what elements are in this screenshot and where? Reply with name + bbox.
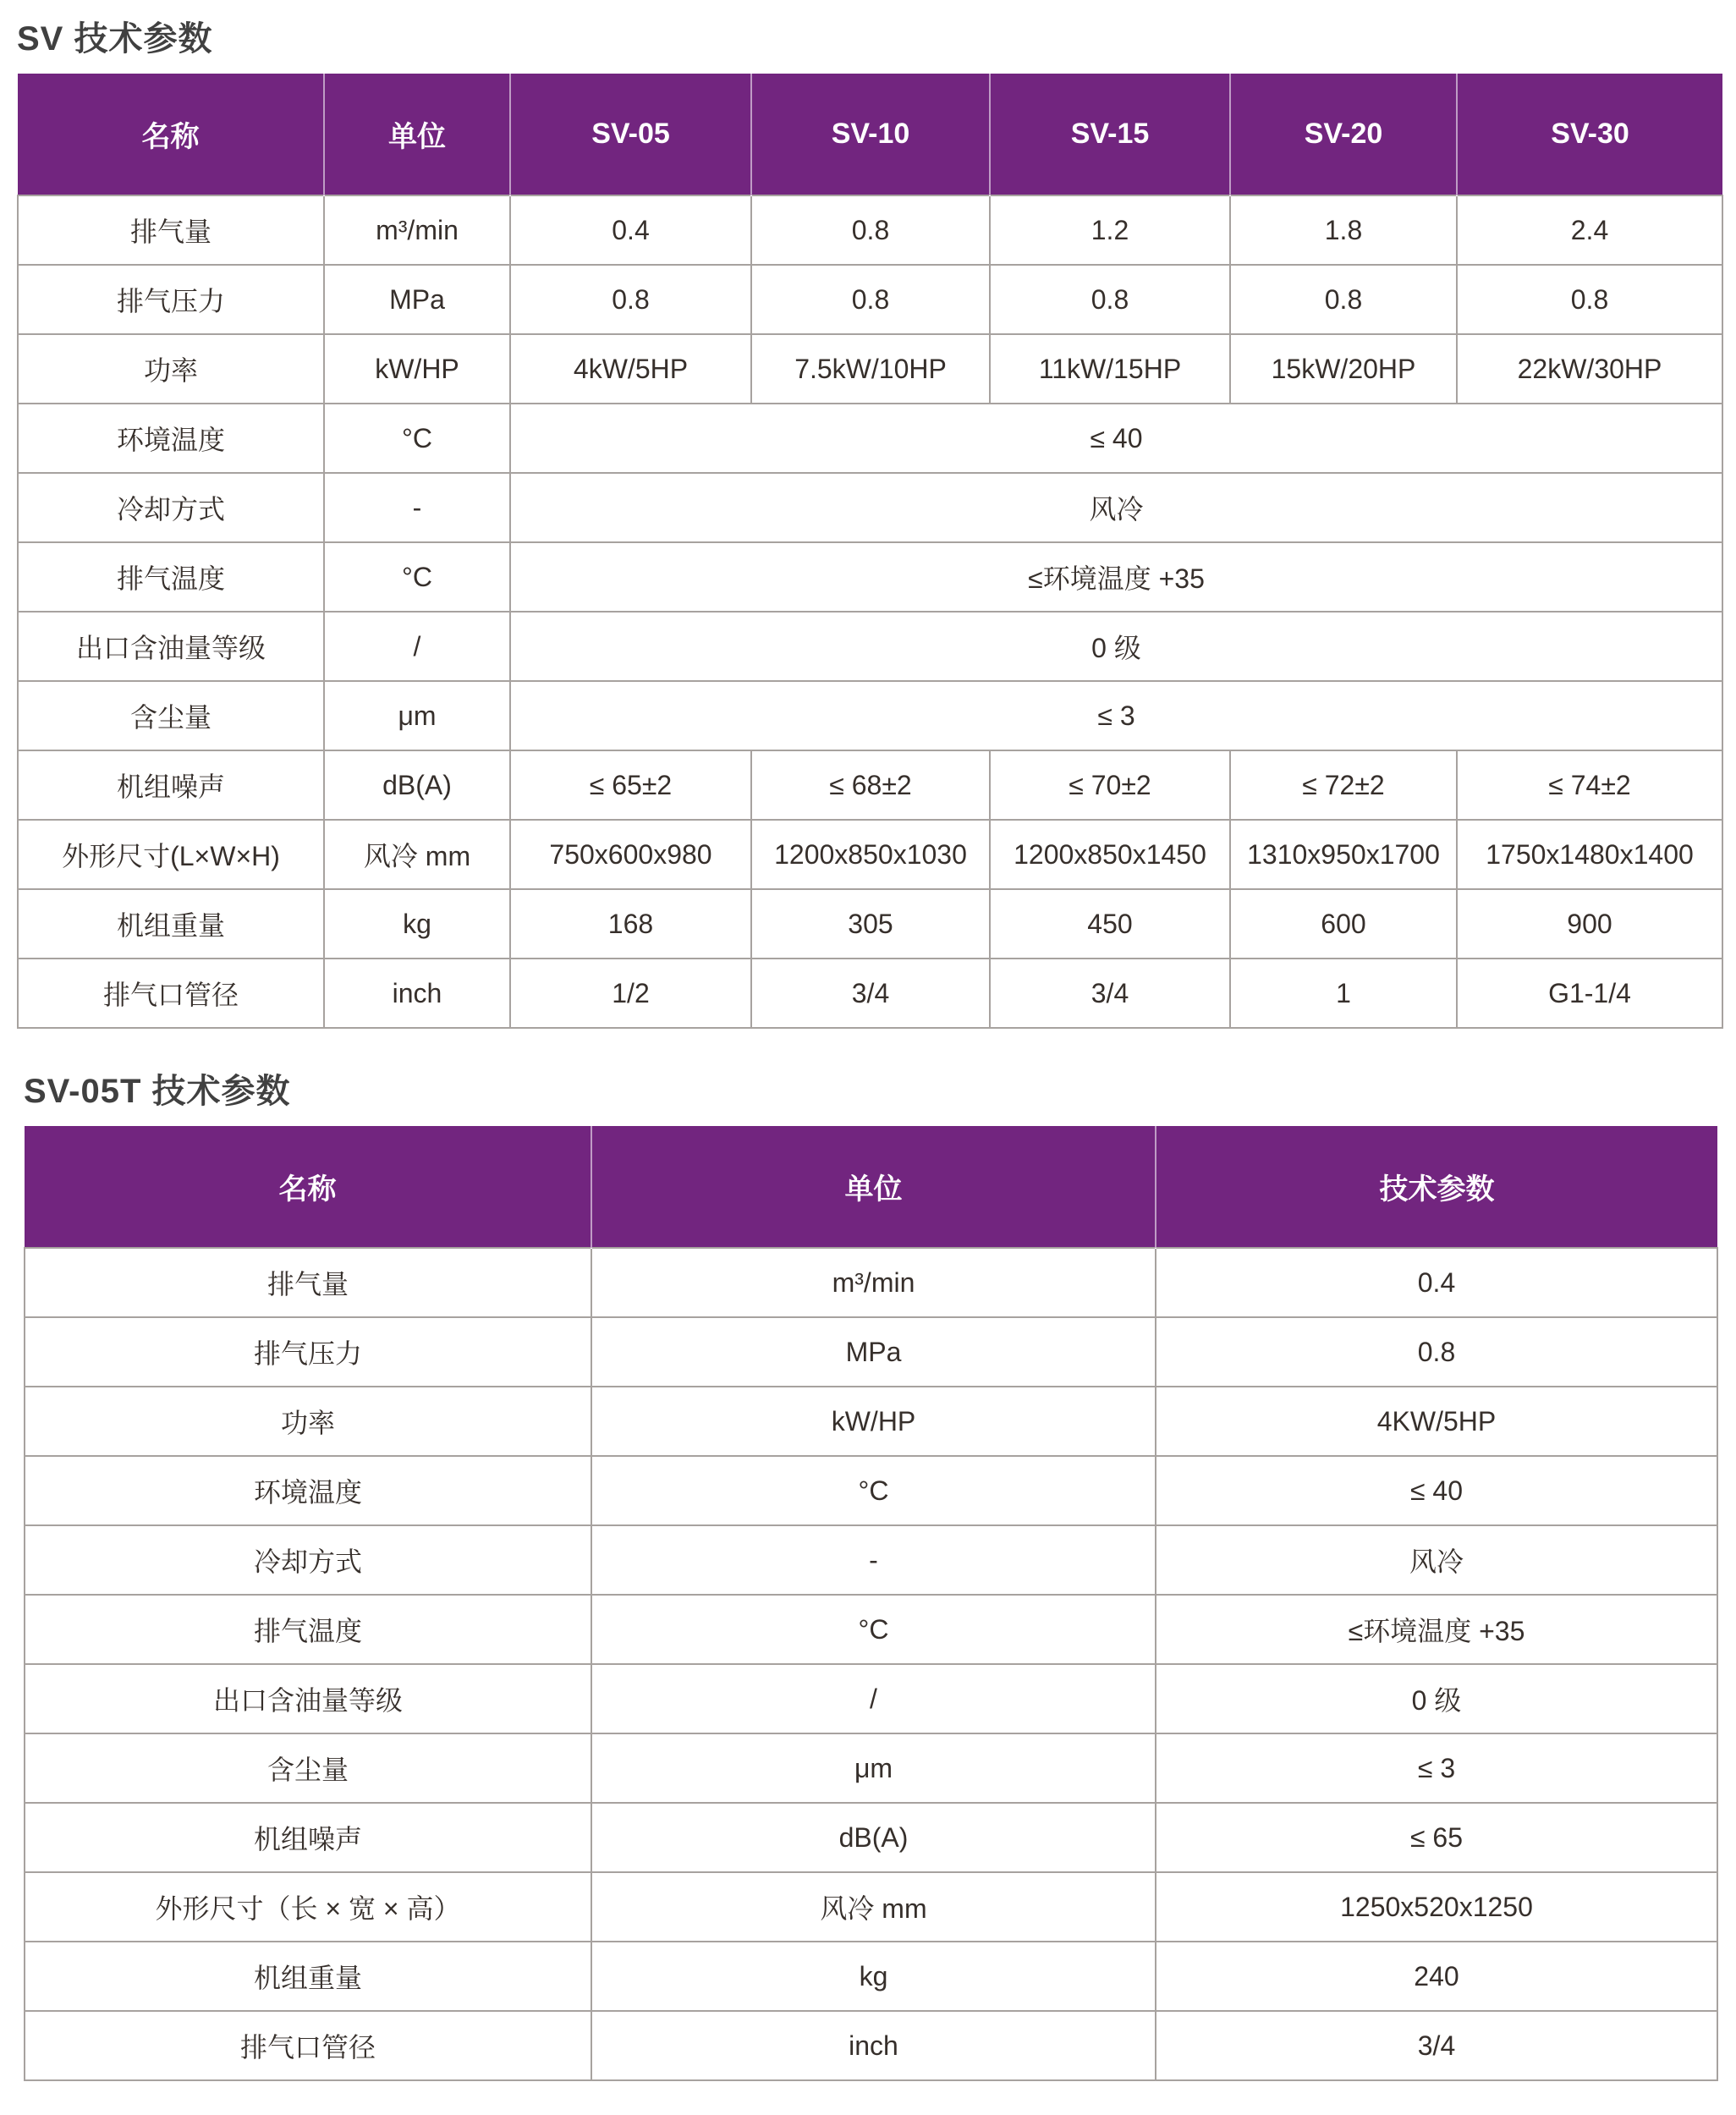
param-name-cell: 功率	[25, 1387, 591, 1456]
param-name-cell: 冷却方式	[18, 473, 324, 542]
table-row	[18, 404, 1722, 473]
param-name-cell: 机组噪声	[18, 750, 324, 820]
column-header-unit: 单位	[324, 74, 510, 195]
param-unit-cell: -	[591, 1525, 1156, 1595]
table-row	[18, 473, 1722, 542]
param-value-cell: 1200x850x1030	[751, 820, 990, 889]
param-unit-cell: -	[324, 473, 510, 542]
param-value-span-cell: ≤环境温度 +35	[510, 542, 1722, 612]
column-header-sv10: SV-10	[751, 74, 990, 195]
param-value-cell: 0.4	[1156, 1248, 1717, 1317]
table-row	[25, 1595, 1717, 1664]
param-value-span-cell: ≤ 3	[510, 681, 1722, 750]
table-row	[25, 1456, 1717, 1525]
param-value-cell: 240	[1156, 1942, 1717, 2011]
param-value-cell: ≤ 70±2	[990, 750, 1230, 820]
param-unit-cell: kW/HP	[324, 334, 510, 404]
table-row	[18, 750, 1722, 820]
table-row	[25, 1733, 1717, 1803]
table-row	[25, 2011, 1717, 2080]
param-name-cell: 功率	[18, 334, 324, 404]
header-row	[25, 1126, 1717, 1248]
table-row	[25, 1803, 1717, 1872]
param-value-cell: 0.8	[1457, 265, 1722, 334]
param-unit-cell: °C	[324, 404, 510, 473]
param-value-span-cell: 风冷	[510, 473, 1722, 542]
param-name-cell: 排气口管径	[25, 2011, 591, 2080]
param-value-cell: 1.8	[1230, 195, 1457, 265]
param-value-cell: ≤ 74±2	[1457, 750, 1722, 820]
param-name-cell: 出口含油量等级	[25, 1664, 591, 1733]
param-value-span-cell: ≤ 40	[510, 404, 1722, 473]
param-value-cell: 4kW/5HP	[510, 334, 751, 404]
param-name-cell: 排气口管径	[18, 959, 324, 1028]
table-row	[18, 334, 1722, 404]
param-unit-cell: kW/HP	[591, 1387, 1156, 1456]
table-row	[25, 1664, 1717, 1733]
param-value-cell: 0.4	[510, 195, 751, 265]
param-value-cell: 1250x520x1250	[1156, 1872, 1717, 1942]
param-value-cell: 0.8	[1230, 265, 1457, 334]
param-name-cell: 出口含油量等级	[18, 612, 324, 681]
param-name-cell: 机组噪声	[25, 1803, 591, 1872]
table-row	[18, 265, 1722, 334]
param-unit-cell: /	[591, 1664, 1156, 1733]
param-value-cell: 0.8	[990, 265, 1230, 334]
param-value-cell: ≤ 65±2	[510, 750, 751, 820]
sv05t-spec-table	[24, 1126, 1718, 2081]
param-value-cell: 11kW/15HP	[990, 334, 1230, 404]
table-row	[18, 889, 1722, 959]
param-value-cell: 0.8	[510, 265, 751, 334]
param-value-cell: 168	[510, 889, 751, 959]
table-row	[18, 612, 1722, 681]
param-value-cell: 1	[1230, 959, 1457, 1028]
param-name-cell: 机组重量	[25, 1942, 591, 2011]
table-row	[18, 542, 1722, 612]
param-value-cell: 1750x1480x1400	[1457, 820, 1722, 889]
param-value-cell: 305	[751, 889, 990, 959]
param-value-cell: 1/2	[510, 959, 751, 1028]
table-row	[25, 1317, 1717, 1387]
param-name-cell: 环境温度	[25, 1456, 591, 1525]
param-value-cell: 1.2	[990, 195, 1230, 265]
param-name-cell: 含尘量	[18, 681, 324, 750]
param-unit-cell: kg	[591, 1942, 1156, 2011]
param-value-cell: 750x600x980	[510, 820, 751, 889]
param-value-cell: 15kW/20HP	[1230, 334, 1457, 404]
param-value-cell: ≤ 68±2	[751, 750, 990, 820]
param-value-cell: ≤ 72±2	[1230, 750, 1457, 820]
param-unit-cell: m³/min	[324, 195, 510, 265]
table-row	[25, 1942, 1717, 2011]
param-value-cell: ≤ 40	[1156, 1456, 1717, 1525]
table-row	[18, 820, 1722, 889]
table-row	[25, 1872, 1717, 1942]
param-value-cell: 0.8	[751, 265, 990, 334]
param-name-cell: 排气量	[18, 195, 324, 265]
param-unit-cell: μm	[591, 1733, 1156, 1803]
param-unit-cell: MPa	[591, 1317, 1156, 1387]
param-value-cell: 0 级	[1156, 1664, 1717, 1733]
table-row	[25, 1387, 1717, 1456]
param-value-cell: 0.8	[1156, 1317, 1717, 1387]
param-unit-cell: /	[324, 612, 510, 681]
param-value-cell: 1200x850x1450	[990, 820, 1230, 889]
param-unit-cell: °C	[324, 542, 510, 612]
column-header-specs: 技术参数	[1156, 1126, 1717, 1248]
table-row	[18, 195, 1722, 265]
table-row	[18, 959, 1722, 1028]
section-title-sv: SV 技术参数	[17, 20, 213, 58]
param-value-cell: 7.5kW/10HP	[751, 334, 990, 404]
param-name-cell: 排气压力	[25, 1317, 591, 1387]
param-name-cell: 外形尺寸(L×W×H)	[18, 820, 324, 889]
param-unit-cell: inch	[324, 959, 510, 1028]
param-value-cell: 3/4	[990, 959, 1230, 1028]
param-name-cell: 排气压力	[18, 265, 324, 334]
column-header-name: 名称	[25, 1126, 591, 1248]
param-value-cell: G1-1/4	[1457, 959, 1722, 1028]
param-unit-cell: MPa	[324, 265, 510, 334]
table-row	[18, 681, 1722, 750]
param-value-cell: 4KW/5HP	[1156, 1387, 1717, 1456]
column-header-sv20: SV-20	[1230, 74, 1457, 195]
param-value-cell: 22kW/30HP	[1457, 334, 1722, 404]
table-row	[25, 1525, 1717, 1595]
table-row	[25, 1248, 1717, 1317]
param-value-cell: 450	[990, 889, 1230, 959]
param-unit-cell: 风冷 mm	[324, 820, 510, 889]
param-unit-cell: m³/min	[591, 1248, 1156, 1317]
param-unit-cell: inch	[591, 2011, 1156, 2080]
param-value-cell: 900	[1457, 889, 1722, 959]
param-value-cell: 风冷	[1156, 1525, 1717, 1595]
param-value-cell: ≤环境温度 +35	[1156, 1595, 1717, 1664]
param-unit-cell: μm	[324, 681, 510, 750]
header-row	[18, 74, 1722, 195]
param-unit-cell: dB(A)	[324, 750, 510, 820]
param-unit-cell: kg	[324, 889, 510, 959]
sv-spec-table	[17, 74, 1723, 1029]
param-value-cell: 0.8	[751, 195, 990, 265]
section-title-sv05t: SV-05T 技术参数	[24, 1073, 291, 1110]
param-value-cell: ≤ 65	[1156, 1803, 1717, 1872]
param-value-cell: 2.4	[1457, 195, 1722, 265]
column-header-sv15: SV-15	[990, 74, 1230, 195]
param-name-cell: 冷却方式	[25, 1525, 591, 1595]
column-header-sv05: SV-05	[510, 74, 751, 195]
param-value-cell: 3/4	[751, 959, 990, 1028]
param-unit-cell: dB(A)	[591, 1803, 1156, 1872]
param-value-cell: 600	[1230, 889, 1457, 959]
param-value-cell: 3/4	[1156, 2011, 1717, 2080]
param-name-cell: 排气温度	[18, 542, 324, 612]
param-unit-cell: °C	[591, 1456, 1156, 1525]
param-unit-cell: 风冷 mm	[591, 1872, 1156, 1942]
column-header-name: 名称	[18, 74, 324, 195]
param-unit-cell: °C	[591, 1595, 1156, 1664]
param-name-cell: 排气温度	[25, 1595, 591, 1664]
param-name-cell: 含尘量	[25, 1733, 591, 1803]
param-name-cell: 环境温度	[18, 404, 324, 473]
column-header-sv30: SV-30	[1457, 74, 1722, 195]
column-header-unit: 单位	[591, 1126, 1156, 1248]
param-value-cell: 1310x950x1700	[1230, 820, 1457, 889]
param-name-cell: 外形尺寸（长 × 宽 × 高）	[25, 1872, 591, 1942]
param-value-cell: ≤ 3	[1156, 1733, 1717, 1803]
param-name-cell: 排气量	[25, 1248, 591, 1317]
param-value-span-cell: 0 级	[510, 612, 1722, 681]
param-name-cell: 机组重量	[18, 889, 324, 959]
